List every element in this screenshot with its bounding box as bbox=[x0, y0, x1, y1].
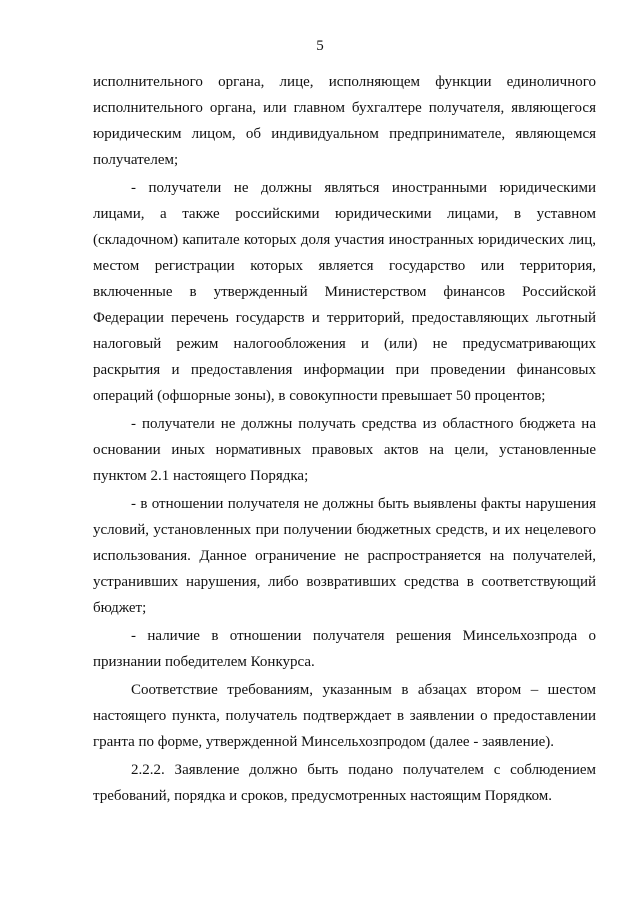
paragraph-regional-budget-requirement: - получатели не должны получать средства из областного бюджета на основании иных нормативных правовых актов на цели, установленные пунктом 2.1 настоящего Порядка; bbox=[93, 416, 596, 484]
document-body bbox=[93, 69, 596, 809]
paragraph-application-submission: 2.2.2. Заявление должно быть подано получателем с соблюдением требований, порядка и сроков, предусмотренных настоящим Порядком. bbox=[93, 762, 596, 804]
paragraph-contest-winner-requirement: - наличие в отношении получателя решения Минсельхозпрода о признании победителем Конкурса. bbox=[93, 628, 596, 670]
paragraph-violations-requirement: - в отношении получателя не должны быть выявлены факты нарушения условий, установленных при получении бюджетных средств, и их нецелевого использования. Данное ограничение не распространяется на получателей, устранивших нарушения, либо возвративших средства в соответствующий бюджет; bbox=[93, 496, 596, 616]
paragraph-continuation: исполнительного органа, лице, исполняющем функции единоличного исполнительного органа, или главном бухгалтере получателя, являющегося юридическим лицом, об индивидуальном предпринимателе, являющемся получателем; bbox=[93, 74, 596, 168]
paragraph-foreign-entities-requirement: - получатели не должны являться иностранными юридическими лицами, а также российскими юридическими лицами, в уставном (складочном) капитале которых доля участия иностранных юридических лиц, местом регистрации которых является государство или территория, включенные в утвержденный Министерством финансов Российской Федерации перечень государств и территорий, предоставляющих льготный налоговый режим налогообложения и (или) не предусматривающих раскрытия и предоставления информации при проведении финансовых операций (офшорные зоны), в совокупности превышает 50 процентов; bbox=[93, 180, 596, 404]
page-number: 5 bbox=[316, 38, 324, 54]
paragraph-compliance-confirmation: Соответствие требованиям, указанным в абзацах втором – шестом настоящего пункта, получатель подтверждает в заявлении о предоставлении гранта по форме, утвержденной Минсельхозпродом (далее - заявление). bbox=[93, 682, 596, 750]
